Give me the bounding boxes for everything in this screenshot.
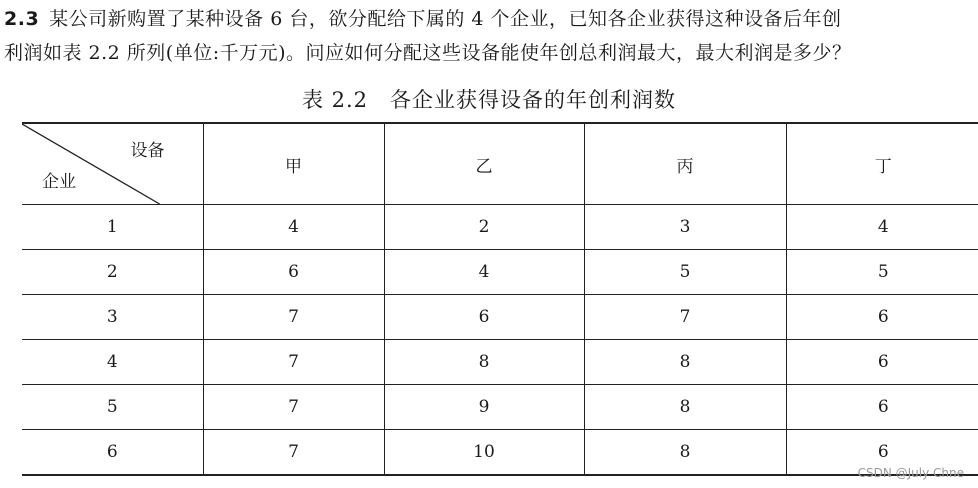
- table-cell: 8: [384, 340, 584, 385]
- table-row: [22, 295, 978, 340]
- table-cell: 6: [786, 295, 978, 340]
- table-cell: 9: [384, 385, 584, 430]
- table-row: [22, 250, 978, 295]
- table-cell: 8: [584, 385, 786, 430]
- table-cell: 7: [203, 430, 384, 476]
- table-row: [22, 430, 978, 476]
- table-caption: [0, 84, 978, 114]
- table-cell: 7: [203, 295, 384, 340]
- table-cell: 7: [203, 340, 384, 385]
- row-label: 4: [22, 340, 203, 385]
- table-row: [22, 205, 978, 250]
- problem-number: 2.3: [4, 8, 40, 30]
- table-cell: 6: [786, 430, 978, 476]
- problem-text-line-1: 某公司新购置了某种设备 6 台，欲分配给下属的 4 个企业，已知各企业获得这种设备后年创: [49, 8, 842, 30]
- table-cell: 6: [786, 385, 978, 430]
- table-cell: 2: [384, 205, 584, 250]
- table-cell: 4: [203, 205, 384, 250]
- column-header: 甲: [203, 123, 384, 205]
- problem-text-line-2: 利润如表 2.2 所列(单位:千万元)。问应如何分配这些设备能使年创总利润最大，最大利润是多少？: [4, 42, 852, 64]
- table-cell: 7: [584, 295, 786, 340]
- row-label: 6: [22, 430, 203, 476]
- table-row: [22, 340, 978, 385]
- table-row: [22, 385, 978, 430]
- diagonal-header-cell: [22, 123, 203, 205]
- table-cell: 8: [584, 340, 786, 385]
- row-label: 2: [22, 250, 203, 295]
- watermark: CSDN @July Chne: [857, 466, 964, 480]
- problem-statement: [4, 2, 976, 70]
- column-header: 丙: [584, 123, 786, 205]
- table-cell: 6: [203, 250, 384, 295]
- table-cell: 6: [786, 340, 978, 385]
- table-cell: 7: [203, 385, 384, 430]
- diagonal-line: [22, 124, 203, 204]
- corner-label-enterprise: 企业: [42, 172, 76, 192]
- column-header: 乙: [384, 123, 584, 205]
- table-cell: 8: [584, 430, 786, 476]
- profit-table: [22, 122, 978, 476]
- table-cell: 6: [384, 295, 584, 340]
- table-header-row: [22, 123, 978, 205]
- column-header: 丁: [786, 123, 978, 205]
- row-label: 5: [22, 385, 203, 430]
- row-label: 3: [22, 295, 203, 340]
- table-cell: 3: [584, 205, 786, 250]
- table-cell: 4: [384, 250, 584, 295]
- table-cell: 5: [786, 250, 978, 295]
- table-caption-number: 表 2.2: [301, 88, 369, 112]
- table-cell: 10: [384, 430, 584, 476]
- table-cell: 4: [786, 205, 978, 250]
- row-label: 1: [22, 205, 203, 250]
- table-cell: 5: [584, 250, 786, 295]
- corner-label-equipment: 设备: [130, 141, 165, 161]
- table-caption-title: 各企业获得设备的年创利润数: [390, 88, 677, 112]
